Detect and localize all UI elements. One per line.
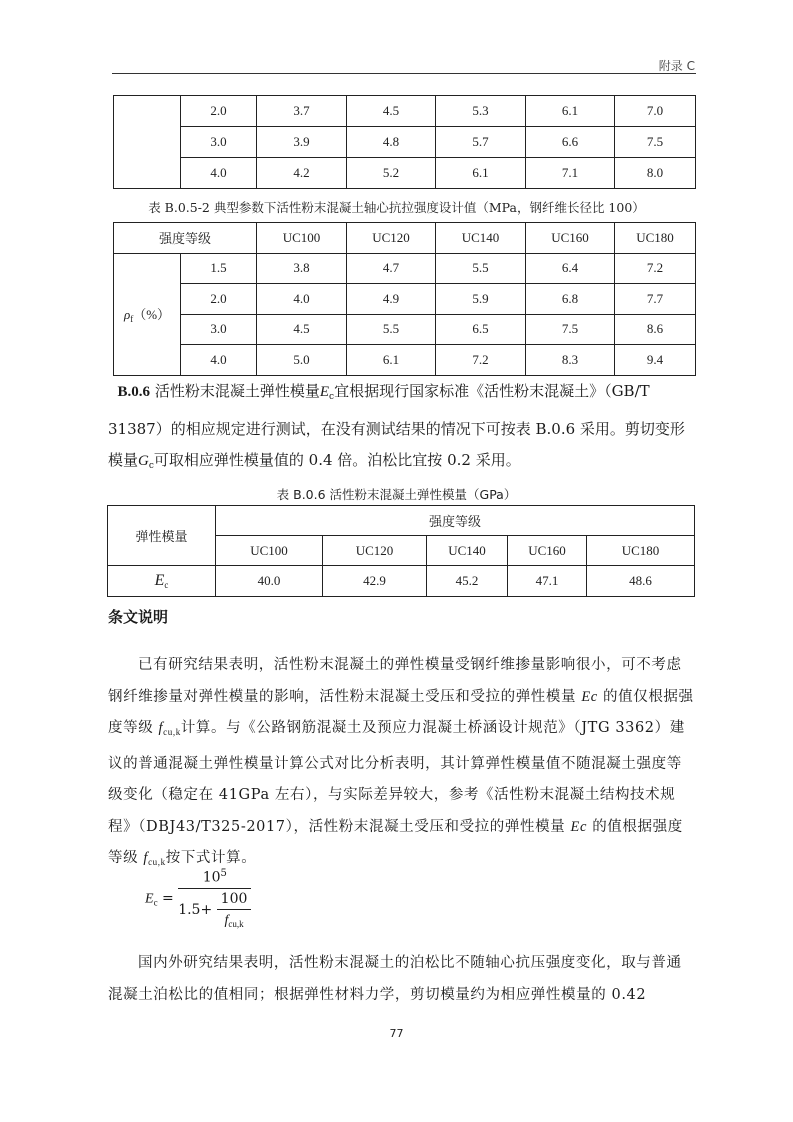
table-cell: 4.2 bbox=[257, 158, 347, 189]
table-cell: 3.8 bbox=[257, 253, 347, 284]
table-row bbox=[114, 127, 696, 158]
table-row bbox=[114, 253, 696, 284]
paragraph-text: 的值仅根据强度等级 bbox=[108, 688, 694, 736]
formula-fraction bbox=[178, 868, 251, 929]
header-cell: UC140 bbox=[427, 536, 508, 566]
table-cell: 6.1 bbox=[347, 345, 436, 376]
formula-denominator bbox=[178, 889, 251, 929]
formula-equals: = bbox=[157, 890, 179, 907]
header-cell: UC160 bbox=[508, 536, 587, 566]
table-cell: 5.2 bbox=[347, 158, 436, 189]
table-cell: 5.5 bbox=[436, 253, 526, 284]
header-cell: UC180 bbox=[615, 223, 696, 254]
table-row bbox=[114, 284, 696, 315]
table-caption-b052: 表 B.0.5-2 典型参数下活性粉末混凝土轴心抗拉强度设计值（MPa，钢纤维长径比 100） bbox=[148, 200, 645, 215]
table-cell: 2.0 bbox=[181, 96, 257, 127]
table-caption-b06: 表 B.0.6 活性粉末混凝土弹性模量（GPa） bbox=[276, 487, 517, 502]
inner-numerator: 100 bbox=[217, 891, 252, 910]
table-cell: 40.0 bbox=[216, 566, 323, 597]
section-header-label: 附录 C bbox=[658, 59, 695, 73]
table-cell: 3.7 bbox=[257, 96, 347, 127]
table-cell: 6.1 bbox=[526, 96, 615, 127]
subscript-cuk: cu,k bbox=[148, 857, 166, 867]
header-cell: UC180 bbox=[587, 536, 695, 566]
rho-symbol: ρ bbox=[123, 307, 131, 322]
page-number: 77 bbox=[389, 1027, 404, 1040]
clause-text: 可取相应弹性模量值的 0.4 倍。泊松比宜按 0.2 采用。 bbox=[153, 451, 521, 469]
section-title: 条文说明 bbox=[108, 608, 169, 626]
header-cell: UC120 bbox=[347, 223, 436, 254]
table-cell: 4.0 bbox=[181, 158, 257, 189]
inner-den-f: f bbox=[224, 912, 229, 928]
table-continued bbox=[113, 95, 696, 189]
table-cell: 3.0 bbox=[181, 314, 257, 345]
paragraph-text: 的值根据强度等级 bbox=[108, 818, 683, 866]
symbol-ec: Ec bbox=[570, 818, 587, 835]
table-cell: 47.1 bbox=[508, 566, 587, 597]
table-cell: 6.6 bbox=[526, 127, 615, 158]
row-label-cell bbox=[114, 253, 181, 375]
header-cell: UC100 bbox=[257, 223, 347, 254]
table-cell: 5.9 bbox=[436, 284, 526, 315]
subscript-c: c bbox=[164, 580, 169, 590]
numerator-exponent: 5 bbox=[220, 868, 227, 879]
table-header-row bbox=[108, 506, 695, 536]
table-cell: 48.6 bbox=[587, 566, 695, 597]
table-cell: 5.5 bbox=[347, 314, 436, 345]
header-cell-grade-group: 强度等级 bbox=[216, 506, 695, 536]
formula-numerator bbox=[178, 868, 251, 889]
clause-text: 宜根据现行国家标准《活性粉末混凝土》（GB/T 31387）的相应规定进行测试，在没有测试结果的情况下可按表 B.0.6 采用。剪切变形模量 bbox=[108, 382, 685, 469]
explanation-paragraph-2: 国内外研究结果表明，活性粉末混凝土的泊松比不随轴心抗压强度变化，取与普通混凝土泊松比的值相同；根据弹性材料力学，剪切模量约为相应弹性模量的 0.42 bbox=[108, 955, 682, 1003]
symbol-e: E bbox=[154, 572, 165, 589]
subscript-c: c bbox=[148, 461, 154, 471]
header-cell: UC100 bbox=[216, 536, 323, 566]
table-cell: 5.7 bbox=[436, 127, 526, 158]
symbol-f: f bbox=[143, 850, 149, 866]
table-cell: 8.0 bbox=[615, 158, 696, 189]
table-cell: 4.0 bbox=[181, 345, 257, 376]
table-row bbox=[114, 96, 696, 127]
formula-ec bbox=[145, 868, 251, 929]
symbol-ec: Ec bbox=[581, 688, 598, 705]
table-cell: 4.5 bbox=[257, 314, 347, 345]
table-cell: 4.8 bbox=[347, 127, 436, 158]
table-cell: 7.5 bbox=[615, 127, 696, 158]
formula-lhs: E bbox=[145, 891, 154, 907]
symbol-e: E bbox=[319, 384, 330, 400]
header-cell: UC120 bbox=[323, 536, 427, 566]
paragraph-text: 按下式计算。 bbox=[165, 850, 257, 866]
clause-number: B.0.6 bbox=[117, 384, 151, 400]
inner-den-sub: cu,k bbox=[228, 918, 244, 929]
clause-b06-paragraph bbox=[108, 376, 696, 483]
table-cell: 9.4 bbox=[615, 345, 696, 376]
table-cell: 4.5 bbox=[347, 96, 436, 127]
denominator-constant: 1.5+ bbox=[178, 901, 213, 918]
rho-subscript: f bbox=[130, 314, 134, 324]
table-cell: 6.4 bbox=[526, 253, 615, 284]
formula-lhs-sub: c bbox=[153, 897, 158, 908]
header-rule bbox=[112, 73, 696, 74]
header-cell: UC140 bbox=[436, 223, 526, 254]
row-label-ec bbox=[108, 566, 216, 597]
table-cell: 8.6 bbox=[615, 314, 696, 345]
inner-fraction bbox=[217, 891, 252, 929]
table-cell: 42.9 bbox=[323, 566, 427, 597]
table-cell: 5.0 bbox=[257, 345, 347, 376]
merged-label-cell bbox=[114, 96, 181, 189]
table-cell: 4.0 bbox=[257, 284, 347, 315]
table-cell: 6.8 bbox=[526, 284, 615, 315]
table-cell: 7.7 bbox=[615, 284, 696, 315]
table-cell: 7.0 bbox=[615, 96, 696, 127]
table-cell: 1.5 bbox=[181, 253, 257, 284]
table-cell: 7.2 bbox=[615, 253, 696, 284]
table-cell: 5.3 bbox=[436, 96, 526, 127]
table-row bbox=[114, 314, 696, 345]
symbol-g: G bbox=[138, 453, 149, 469]
subscript-cuk: cu,k bbox=[163, 727, 181, 737]
header-cell-grade: 强度等级 bbox=[114, 223, 257, 254]
table-header-row bbox=[114, 223, 696, 254]
clause-text: 活性粉末混凝土弹性模量 bbox=[150, 382, 320, 400]
table-cell: 4.9 bbox=[347, 284, 436, 315]
table-row bbox=[108, 566, 695, 597]
paragraph-text: 计算。与《公路钢筋混凝土及预应力混凝土桥涵设计规范》（JTG 3362）建议的普通混凝土弹性模量计算公式对比分析表明，其计算弹性模量值不随混凝土强度等级变化（稳定在 41GPa 左右），与实际差异较大，参考《活性粉末混凝土结构技术规程》（DBJ43/T325-2017），活性粉末混凝土受压和受拉的弹性模量 bbox=[108, 720, 685, 835]
header-cell: UC160 bbox=[526, 223, 615, 254]
table-row bbox=[114, 158, 696, 189]
table-cell: 45.2 bbox=[427, 566, 508, 597]
table-cell: 4.7 bbox=[347, 253, 436, 284]
explanation-paragraph-1 bbox=[108, 650, 696, 879]
table-cell: 7.5 bbox=[526, 314, 615, 345]
numerator-base: 10 bbox=[202, 869, 221, 886]
rho-unit: （%） bbox=[133, 307, 171, 322]
table-cell: 7.1 bbox=[526, 158, 615, 189]
table-cell: 3.0 bbox=[181, 127, 257, 158]
subscript-c: c bbox=[329, 392, 335, 402]
header-cell-modulus: 弹性模量 bbox=[108, 506, 216, 566]
table-cell: 6.5 bbox=[436, 314, 526, 345]
inner-denominator bbox=[217, 910, 252, 929]
table-cell: 8.3 bbox=[526, 345, 615, 376]
table-cell: 7.2 bbox=[436, 345, 526, 376]
table-row bbox=[114, 345, 696, 376]
table-cell: 2.0 bbox=[181, 284, 257, 315]
table-b052 bbox=[113, 222, 696, 376]
symbol-f: f bbox=[158, 720, 164, 736]
table-cell: 6.1 bbox=[436, 158, 526, 189]
paragraph-text: 已有研究结果表明，活性粉末混凝土的弹性模量受钢纤维掺量影响很小，可不考虑钢纤维掺量对弹性模量的影响，活性粉末混凝土受压和受拉的弹性模量 bbox=[108, 657, 682, 705]
table-b06 bbox=[107, 505, 695, 597]
table-cell: 3.9 bbox=[257, 127, 347, 158]
